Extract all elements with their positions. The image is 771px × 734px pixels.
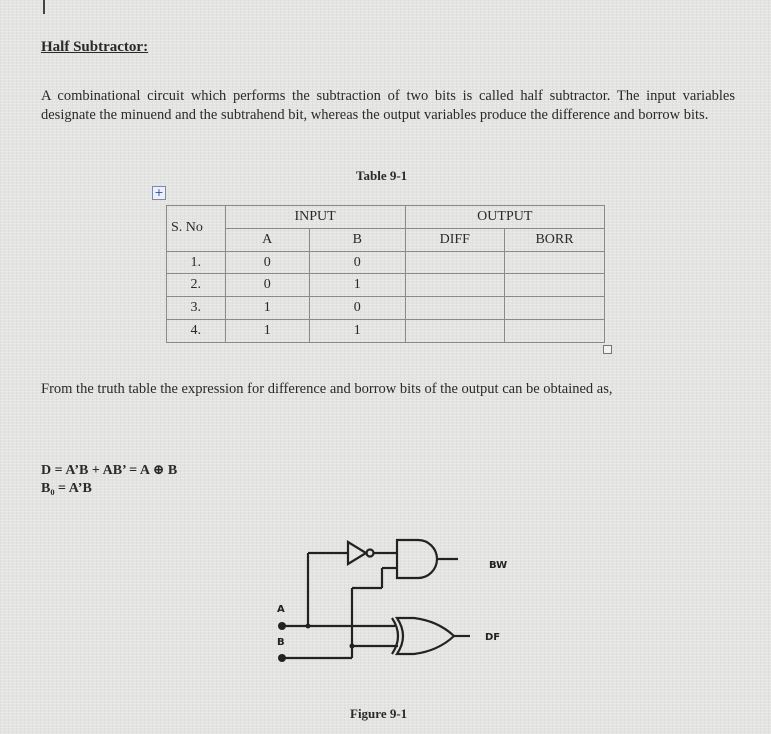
borrow-equation: B₀ = A’B: [41, 481, 92, 496]
cell-borr[interactable]: [505, 274, 605, 297]
xor-gate-back: [392, 618, 398, 654]
cell-diff[interactable]: [405, 320, 504, 343]
intro-paragraph: A combinational circuit which performs the subtraction of two bits is called half subtractor. The input variables designate the minuend and the subtrahend bit, whereas the output variables produce the difference and borrow bits.: [41, 88, 735, 123]
table-move-handle-icon[interactable]: +: [152, 186, 166, 200]
header-borr: BORR: [505, 228, 605, 251]
truth-table: [166, 205, 605, 343]
header-b: B: [309, 228, 405, 251]
table-row: [167, 297, 605, 320]
cell-a: 0: [225, 274, 309, 297]
and-gate: [397, 540, 437, 578]
difference-equation: D = A’B + AB’ = A ⊕ B: [41, 463, 178, 478]
cell-diff[interactable]: [405, 297, 504, 320]
bw-label: BW: [489, 560, 508, 571]
input-a-terminal: [278, 622, 286, 630]
cell-b: 1: [309, 320, 405, 343]
half-subtractor-circuit: [270, 528, 530, 678]
header-sno: S. No: [167, 206, 226, 252]
input-a-label: A: [277, 604, 285, 615]
figure-caption: Figure 9-1: [350, 706, 408, 721]
cell-diff[interactable]: [405, 251, 504, 274]
cell-a: 0: [225, 251, 309, 274]
expression-paragraph: From the truth table the expression for difference and borrow bits of the output can be obtained as,: [41, 381, 613, 397]
not-gate: [348, 542, 366, 564]
cell-borr[interactable]: [505, 297, 605, 320]
cell-b: 0: [309, 251, 405, 274]
table-resize-handle[interactable]: [603, 345, 612, 354]
table-row: [167, 251, 605, 274]
cell-b: 1: [309, 274, 405, 297]
text-cursor: [43, 0, 45, 14]
cell-a: 1: [225, 320, 309, 343]
header-output: OUTPUT: [405, 206, 604, 229]
cell-a: 1: [225, 297, 309, 320]
cell-sno: 1.: [167, 251, 226, 274]
header-a: A: [225, 228, 309, 251]
cell-sno: 4.: [167, 320, 226, 343]
cell-borr[interactable]: [505, 251, 605, 274]
cell-b: 0: [309, 297, 405, 320]
table-row: [167, 320, 605, 343]
table-title: Table 9-1: [356, 168, 408, 183]
not-gate-bubble: [367, 550, 374, 557]
section-heading: Half Subtractor:: [41, 39, 149, 55]
xor-gate: [397, 618, 454, 654]
cell-sno: 2.: [167, 274, 226, 297]
input-b-label: B: [277, 637, 285, 648]
cell-diff[interactable]: [405, 274, 504, 297]
cell-borr[interactable]: [505, 320, 605, 343]
cell-sno: 3.: [167, 297, 226, 320]
input-b-terminal: [278, 654, 286, 662]
table-row: [167, 274, 605, 297]
header-diff: DIFF: [405, 228, 504, 251]
header-input: INPUT: [225, 206, 405, 229]
df-label: DF: [485, 632, 501, 643]
